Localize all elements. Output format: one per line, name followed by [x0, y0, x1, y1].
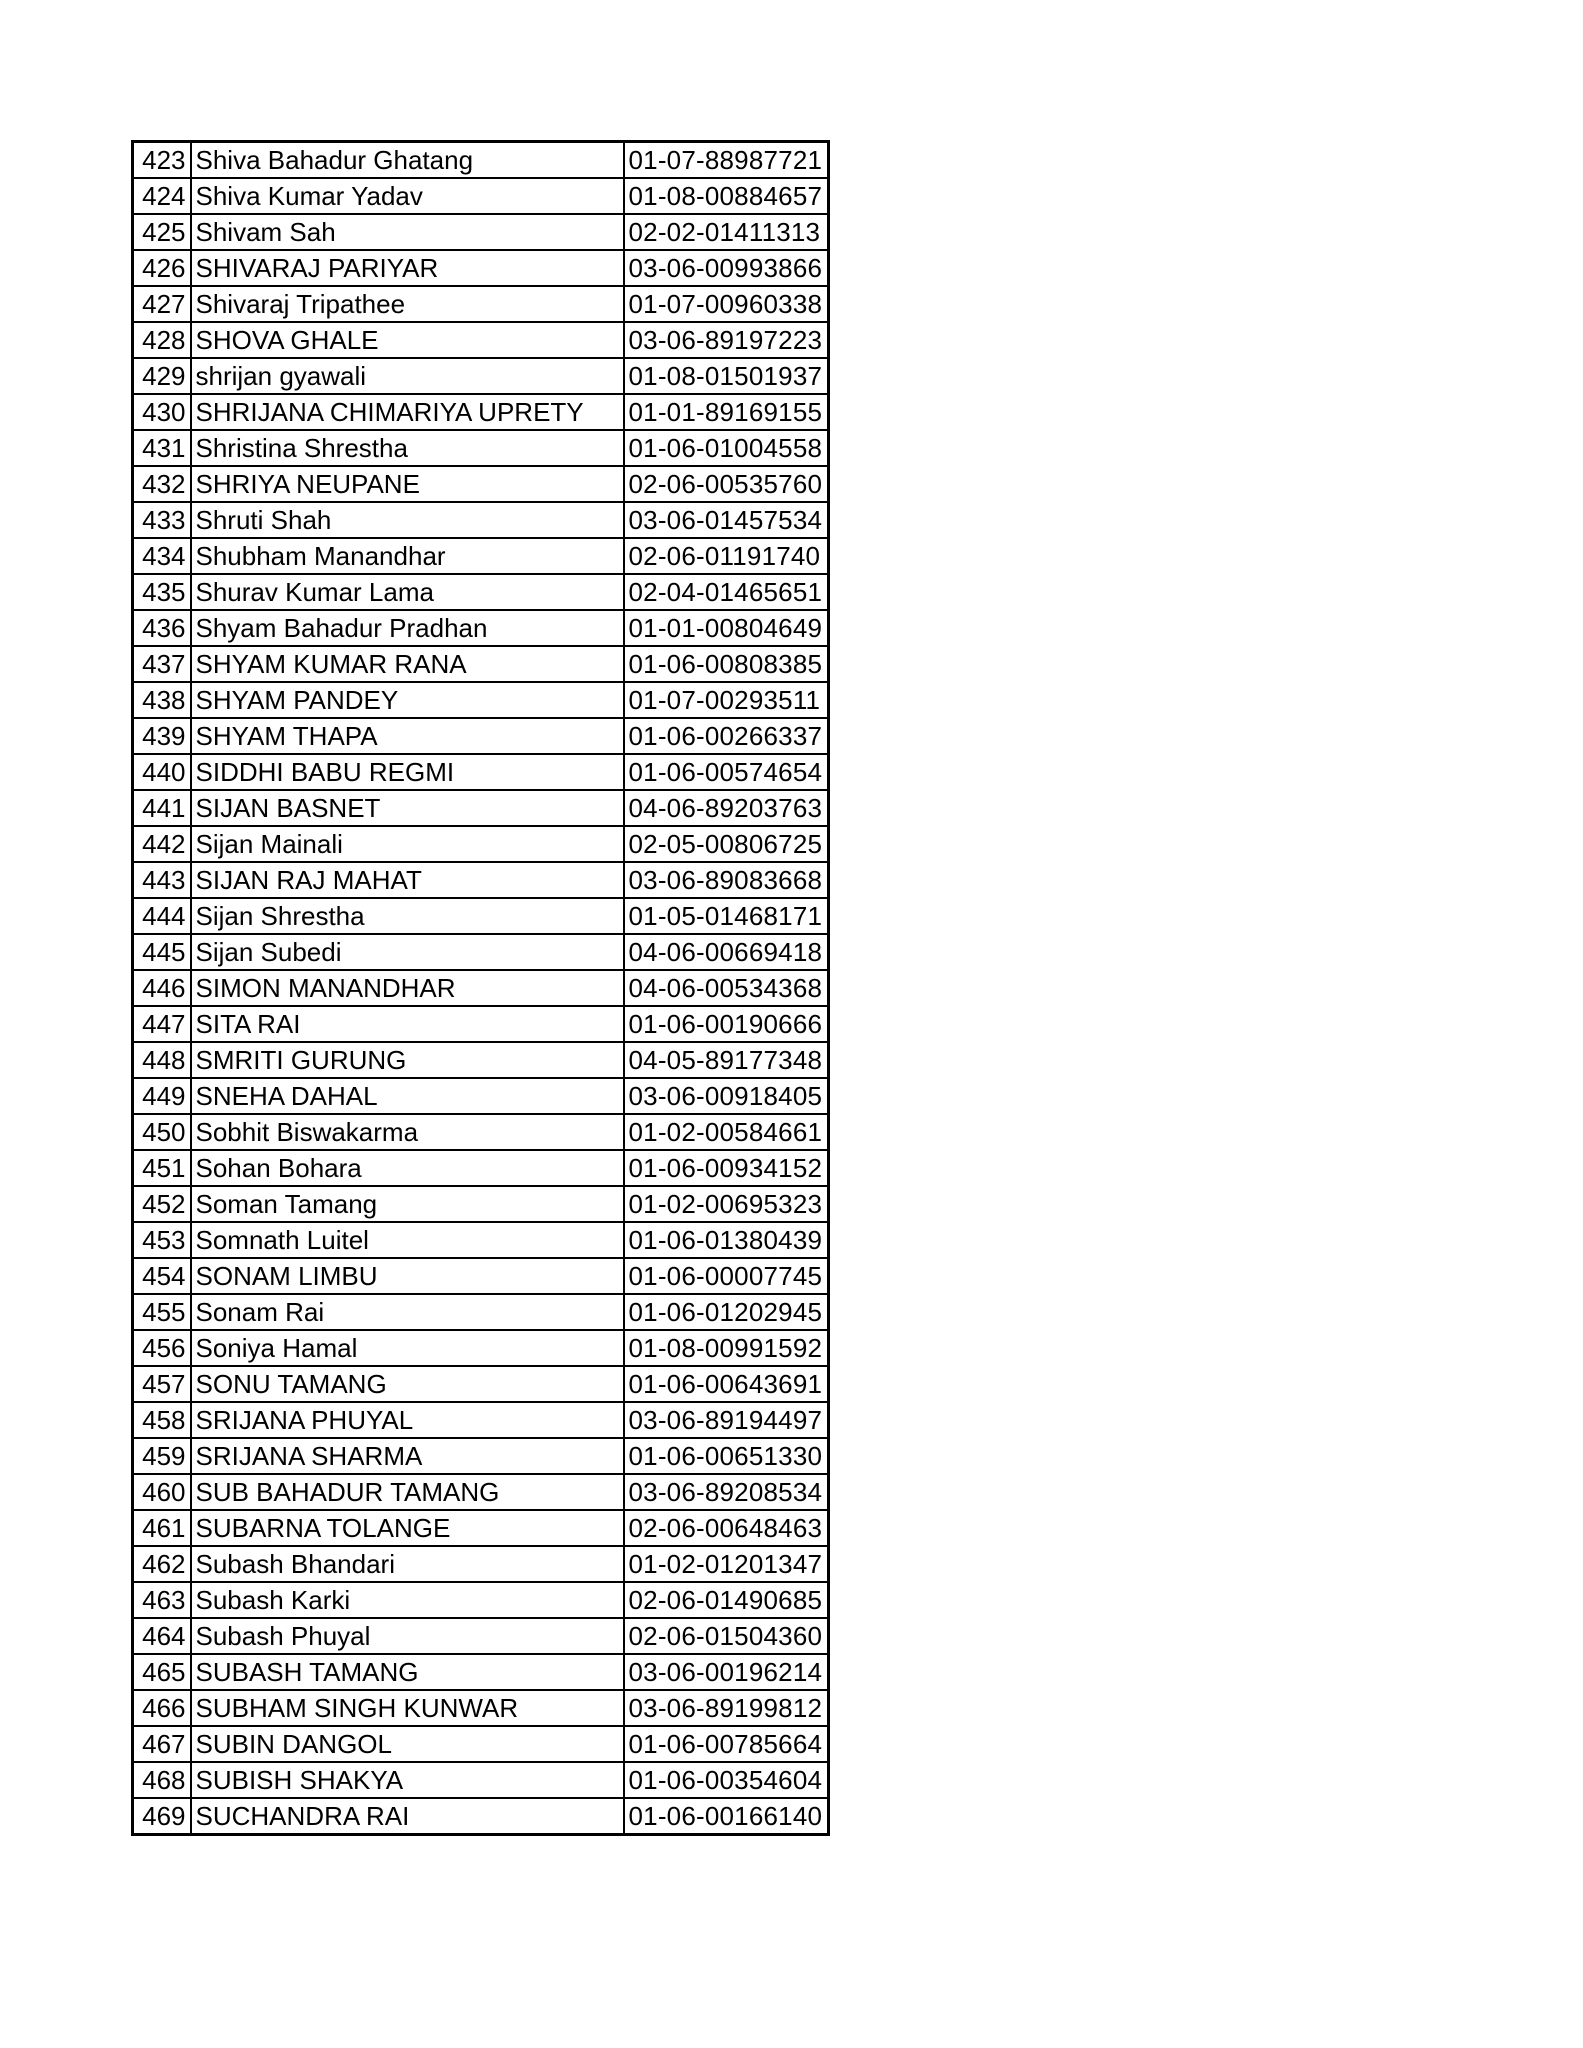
row-number-cell: 459 [133, 1438, 191, 1474]
name-cell: Shruti Shah [191, 502, 624, 538]
id-code-cell: 03-06-00196214 [624, 1654, 829, 1690]
name-cell: Shristina Shrestha [191, 430, 624, 466]
records-table [131, 140, 830, 1836]
table-row [133, 970, 829, 1006]
table-row [133, 1618, 829, 1654]
name-cell: SRIJANA SHARMA [191, 1438, 624, 1474]
row-number-cell: 466 [133, 1690, 191, 1726]
table-row [133, 1150, 829, 1186]
id-code-cell: 01-01-89169155 [624, 394, 829, 430]
id-code-cell: 01-02-00695323 [624, 1186, 829, 1222]
name-cell: Sonam Rai [191, 1294, 624, 1330]
row-number-cell: 461 [133, 1510, 191, 1546]
id-code-cell: 02-05-00806725 [624, 826, 829, 862]
table-row [133, 214, 829, 250]
row-number-cell: 430 [133, 394, 191, 430]
name-cell: SUCHANDRA RAI [191, 1798, 624, 1835]
id-code-cell: 01-07-00960338 [624, 286, 829, 322]
id-code-cell: 03-06-89208534 [624, 1474, 829, 1510]
table-row [133, 1798, 829, 1835]
table-row [133, 754, 829, 790]
row-number-cell: 452 [133, 1186, 191, 1222]
table-row [133, 178, 829, 214]
table-row [133, 142, 829, 179]
table-row [133, 286, 829, 322]
table-row [133, 826, 829, 862]
row-number-cell: 448 [133, 1042, 191, 1078]
table-row [133, 1402, 829, 1438]
table-row [133, 1222, 829, 1258]
id-code-cell: 02-06-01191740 [624, 538, 829, 574]
id-code-cell: 03-06-89194497 [624, 1402, 829, 1438]
name-cell: SHYAM THAPA [191, 718, 624, 754]
table-row [133, 358, 829, 394]
name-cell: Subash Karki [191, 1582, 624, 1618]
table-row [133, 790, 829, 826]
row-number-cell: 447 [133, 1006, 191, 1042]
id-code-cell: 01-06-00643691 [624, 1366, 829, 1402]
id-code-cell: 01-06-00651330 [624, 1438, 829, 1474]
name-cell: SHIVARAJ PARIYAR [191, 250, 624, 286]
row-number-cell: 455 [133, 1294, 191, 1330]
row-number-cell: 453 [133, 1222, 191, 1258]
name-cell: SRIJANA PHUYAL [191, 1402, 624, 1438]
name-cell: SUBARNA TOLANGE [191, 1510, 624, 1546]
name-cell: SHRIJANA CHIMARIYA UPRETY [191, 394, 624, 430]
name-cell: SUBIN DANGOL [191, 1726, 624, 1762]
name-cell: SUB BAHADUR TAMANG [191, 1474, 624, 1510]
table-row [133, 1042, 829, 1078]
row-number-cell: 445 [133, 934, 191, 970]
row-number-cell: 425 [133, 214, 191, 250]
row-number-cell: 458 [133, 1402, 191, 1438]
row-number-cell: 443 [133, 862, 191, 898]
row-number-cell: 465 [133, 1654, 191, 1690]
id-code-cell: 04-06-89203763 [624, 790, 829, 826]
row-number-cell: 439 [133, 718, 191, 754]
row-number-cell: 435 [133, 574, 191, 610]
id-code-cell: 01-06-00007745 [624, 1258, 829, 1294]
row-number-cell: 468 [133, 1762, 191, 1798]
id-code-cell: 01-07-88987721 [624, 142, 829, 179]
name-cell: SIDDHI BABU REGMI [191, 754, 624, 790]
table-row [133, 862, 829, 898]
row-number-cell: 457 [133, 1366, 191, 1402]
name-cell: Shurav Kumar Lama [191, 574, 624, 610]
table-row [133, 1294, 829, 1330]
id-code-cell: 01-06-00354604 [624, 1762, 829, 1798]
row-number-cell: 467 [133, 1726, 191, 1762]
table-row [133, 1006, 829, 1042]
id-code-cell: 01-05-01468171 [624, 898, 829, 934]
name-cell: Soman Tamang [191, 1186, 624, 1222]
row-number-cell: 446 [133, 970, 191, 1006]
row-number-cell: 441 [133, 790, 191, 826]
row-number-cell: 451 [133, 1150, 191, 1186]
name-cell: Shiva Kumar Yadav [191, 178, 624, 214]
id-code-cell: 01-06-00808385 [624, 646, 829, 682]
id-code-cell: 01-07-00293511 [624, 682, 829, 718]
name-cell: Soniya Hamal [191, 1330, 624, 1366]
name-cell: Subash Phuyal [191, 1618, 624, 1654]
table-row [133, 1690, 829, 1726]
row-number-cell: 438 [133, 682, 191, 718]
id-code-cell: 01-06-01202945 [624, 1294, 829, 1330]
id-code-cell: 03-06-89083668 [624, 862, 829, 898]
id-code-cell: 01-06-00190666 [624, 1006, 829, 1042]
table-row [133, 250, 829, 286]
table-row [133, 430, 829, 466]
name-cell: SHOVA GHALE [191, 322, 624, 358]
name-cell: SHYAM PANDEY [191, 682, 624, 718]
id-code-cell: 02-04-01465651 [624, 574, 829, 610]
table-row [133, 1582, 829, 1618]
table-row [133, 1114, 829, 1150]
name-cell: SHYAM KUMAR RANA [191, 646, 624, 682]
id-code-cell: 01-06-00934152 [624, 1150, 829, 1186]
id-code-cell: 01-06-00785664 [624, 1726, 829, 1762]
table-row [133, 322, 829, 358]
name-cell: SHRIYA NEUPANE [191, 466, 624, 502]
name-cell: SONU TAMANG [191, 1366, 624, 1402]
id-code-cell: 01-06-00574654 [624, 754, 829, 790]
id-code-cell: 03-06-00993866 [624, 250, 829, 286]
name-cell: SONAM LIMBU [191, 1258, 624, 1294]
name-cell: Sijan Mainali [191, 826, 624, 862]
id-code-cell: 02-06-00648463 [624, 1510, 829, 1546]
row-number-cell: 464 [133, 1618, 191, 1654]
table-row [133, 574, 829, 610]
table-row [133, 1654, 829, 1690]
row-number-cell: 456 [133, 1330, 191, 1366]
table-row [133, 1186, 829, 1222]
id-code-cell: 01-02-00584661 [624, 1114, 829, 1150]
name-cell: SITA RAI [191, 1006, 624, 1042]
name-cell: Subash Bhandari [191, 1546, 624, 1582]
row-number-cell: 431 [133, 430, 191, 466]
id-code-cell: 04-06-00669418 [624, 934, 829, 970]
table-row [133, 934, 829, 970]
row-number-cell: 450 [133, 1114, 191, 1150]
id-code-cell: 01-08-01501937 [624, 358, 829, 394]
table-row [133, 1474, 829, 1510]
id-code-cell: 01-06-01004558 [624, 430, 829, 466]
id-code-cell: 02-06-00535760 [624, 466, 829, 502]
id-code-cell: 01-08-00991592 [624, 1330, 829, 1366]
records-table-body [133, 142, 829, 1835]
name-cell: Sijan Shrestha [191, 898, 624, 934]
row-number-cell: 434 [133, 538, 191, 574]
row-number-cell: 437 [133, 646, 191, 682]
name-cell: Shubham Manandhar [191, 538, 624, 574]
name-cell: SUBISH SHAKYA [191, 1762, 624, 1798]
row-number-cell: 423 [133, 142, 191, 179]
name-cell: Sijan Subedi [191, 934, 624, 970]
name-cell: shrijan gyawali [191, 358, 624, 394]
table-row [133, 1258, 829, 1294]
id-code-cell: 03-06-01457534 [624, 502, 829, 538]
row-number-cell: 469 [133, 1798, 191, 1835]
row-number-cell: 427 [133, 286, 191, 322]
row-number-cell: 433 [133, 502, 191, 538]
table-row [133, 1330, 829, 1366]
name-cell: Somnath Luitel [191, 1222, 624, 1258]
row-number-cell: 428 [133, 322, 191, 358]
name-cell: SIMON MANANDHAR [191, 970, 624, 1006]
row-number-cell: 426 [133, 250, 191, 286]
id-code-cell: 03-06-00918405 [624, 1078, 829, 1114]
table-row [133, 1438, 829, 1474]
id-code-cell: 03-06-89197223 [624, 322, 829, 358]
table-row [133, 718, 829, 754]
name-cell: SMRITI GURUNG [191, 1042, 624, 1078]
id-code-cell: 01-06-00266337 [624, 718, 829, 754]
table-row [133, 646, 829, 682]
table-row [133, 1546, 829, 1582]
row-number-cell: 444 [133, 898, 191, 934]
name-cell: SUBHAM SINGH KUNWAR [191, 1690, 624, 1726]
id-code-cell: 02-06-01490685 [624, 1582, 829, 1618]
table-row [133, 538, 829, 574]
row-number-cell: 462 [133, 1546, 191, 1582]
table-row [133, 1762, 829, 1798]
name-cell: Shiva Bahadur Ghatang [191, 142, 624, 179]
name-cell: SNEHA DAHAL [191, 1078, 624, 1114]
id-code-cell: 01-06-01380439 [624, 1222, 829, 1258]
name-cell: SIJAN BASNET [191, 790, 624, 826]
name-cell: Sobhit Biswakarma [191, 1114, 624, 1150]
name-cell: Shivam Sah [191, 214, 624, 250]
row-number-cell: 424 [133, 178, 191, 214]
table-row [133, 466, 829, 502]
row-number-cell: 432 [133, 466, 191, 502]
name-cell: Shyam Bahadur Pradhan [191, 610, 624, 646]
id-code-cell: 02-02-01411313 [624, 214, 829, 250]
name-cell: SUBASH TAMANG [191, 1654, 624, 1690]
row-number-cell: 463 [133, 1582, 191, 1618]
name-cell: Shivaraj Tripathee [191, 286, 624, 322]
name-cell: Sohan Bohara [191, 1150, 624, 1186]
name-cell: SIJAN RAJ MAHAT [191, 862, 624, 898]
id-code-cell: 04-06-00534368 [624, 970, 829, 1006]
id-code-cell: 02-06-01504360 [624, 1618, 829, 1654]
row-number-cell: 442 [133, 826, 191, 862]
table-row [133, 1510, 829, 1546]
id-code-cell: 01-06-00166140 [624, 1798, 829, 1835]
id-code-cell: 01-02-01201347 [624, 1546, 829, 1582]
table-row [133, 610, 829, 646]
row-number-cell: 440 [133, 754, 191, 790]
id-code-cell: 01-01-00804649 [624, 610, 829, 646]
table-row [133, 1726, 829, 1762]
id-code-cell: 03-06-89199812 [624, 1690, 829, 1726]
row-number-cell: 454 [133, 1258, 191, 1294]
id-code-cell: 04-05-89177348 [624, 1042, 829, 1078]
row-number-cell: 460 [133, 1474, 191, 1510]
row-number-cell: 429 [133, 358, 191, 394]
table-row [133, 394, 829, 430]
row-number-cell: 449 [133, 1078, 191, 1114]
table-row [133, 502, 829, 538]
table-row [133, 1078, 829, 1114]
table-row [133, 898, 829, 934]
id-code-cell: 01-08-00884657 [624, 178, 829, 214]
row-number-cell: 436 [133, 610, 191, 646]
table-row [133, 1366, 829, 1402]
table-row [133, 682, 829, 718]
